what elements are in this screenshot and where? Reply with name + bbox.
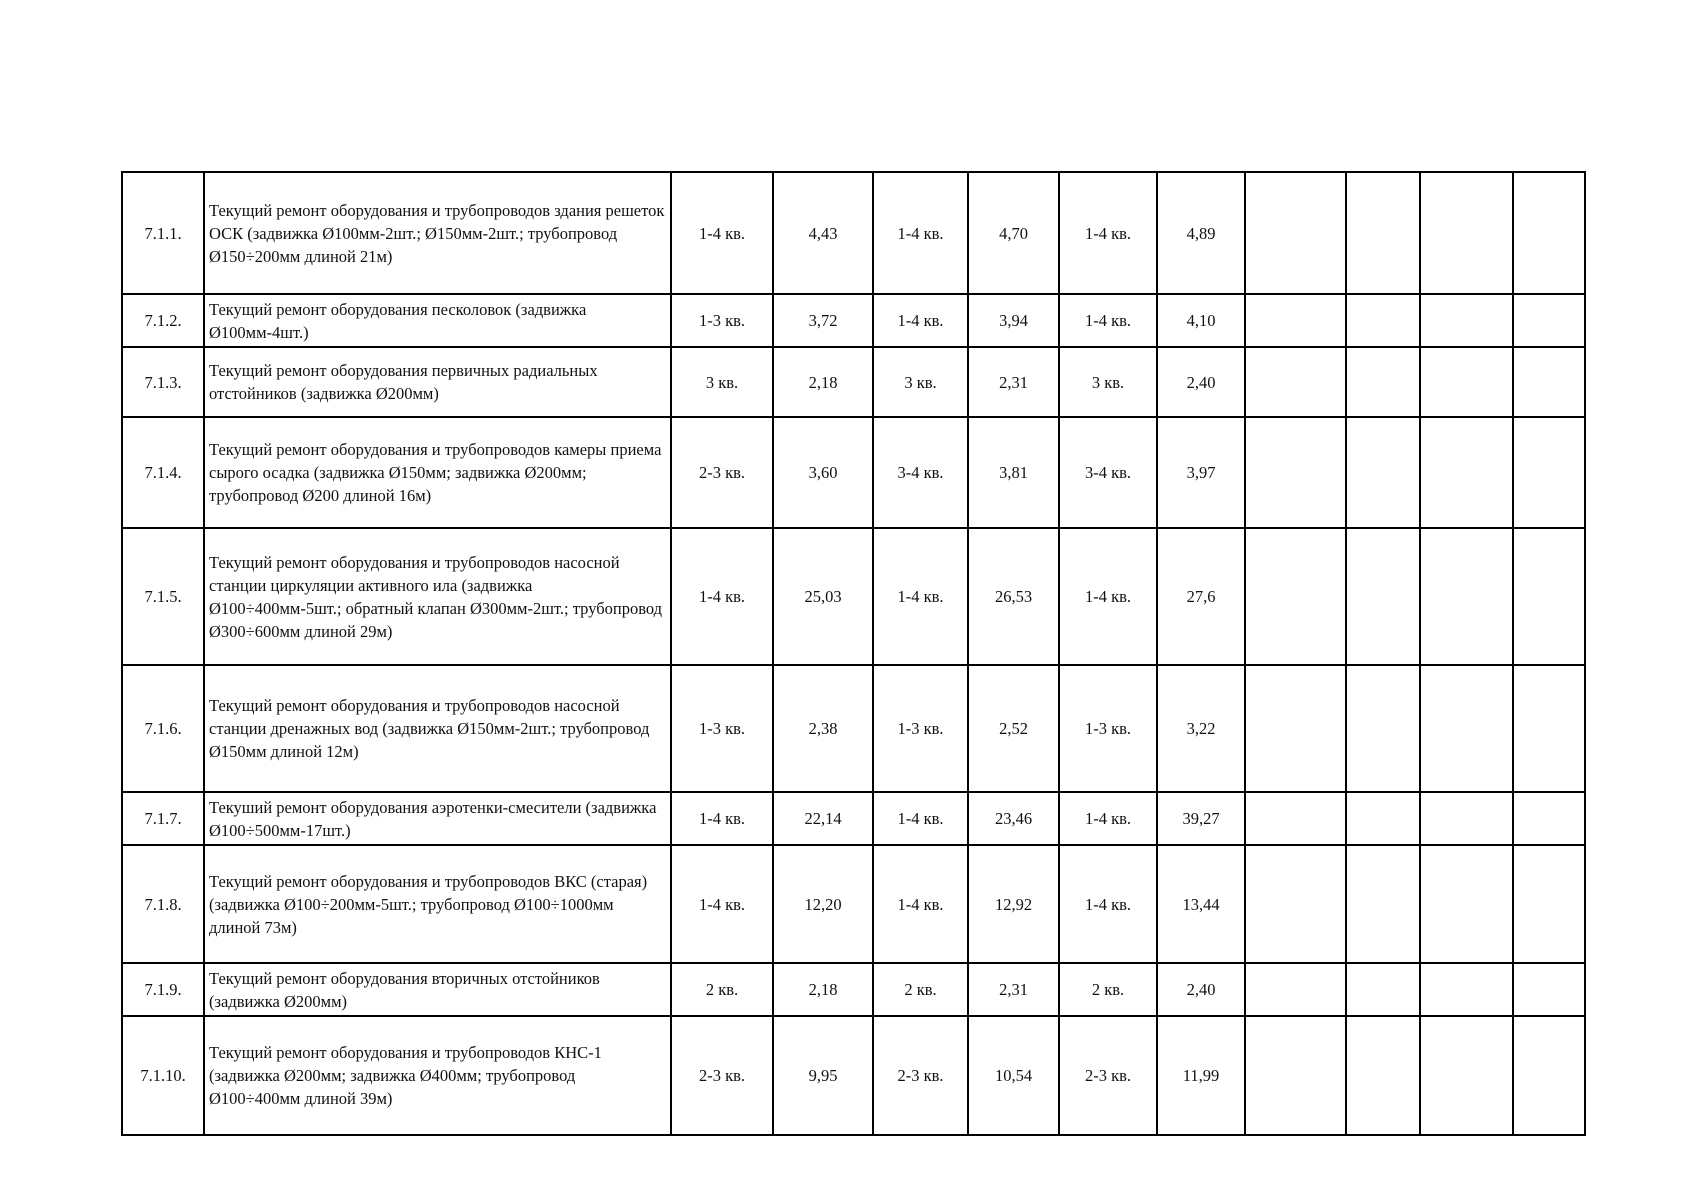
empty-cell [1245,172,1346,294]
value-1: 2,38 [773,665,873,792]
repair-table-body [122,172,1585,1135]
empty-cell [1420,347,1513,417]
row-number: 7.1.10. [122,1016,204,1135]
period-3: 2-3 кв. [1059,1016,1157,1135]
period-1: 1-4 кв. [671,845,773,963]
table-row [122,792,1585,845]
row-number: 7.1.4. [122,417,204,528]
work-description: Текущий ремонт оборудования и трубопроводов здания решеток ОСК (задвижка Ø100мм-2шт.; Ø150мм-2шт.; трубопровод Ø150÷200мм длиной 21м) [204,172,671,294]
empty-cell [1346,845,1420,963]
period-3: 1-4 кв. [1059,172,1157,294]
value-1: 4,43 [773,172,873,294]
empty-cell [1346,1016,1420,1135]
period-3: 1-3 кв. [1059,665,1157,792]
empty-cell [1513,1016,1585,1135]
value-1: 3,60 [773,417,873,528]
row-number: 7.1.1. [122,172,204,294]
value-1: 9,95 [773,1016,873,1135]
value-3: 13,44 [1157,845,1245,963]
value-1: 12,20 [773,845,873,963]
empty-cell [1513,845,1585,963]
empty-cell [1513,417,1585,528]
empty-cell [1245,347,1346,417]
empty-cell [1346,528,1420,665]
period-2: 2 кв. [873,963,968,1016]
value-3: 11,99 [1157,1016,1245,1135]
work-description: Текущий ремонт оборудования первичных радиальных отстойников (задвижка Ø200мм) [204,347,671,417]
period-1: 1-4 кв. [671,528,773,665]
period-2: 3-4 кв. [873,417,968,528]
empty-cell [1420,417,1513,528]
empty-cell [1245,1016,1346,1135]
table-row [122,347,1585,417]
period-1: 3 кв. [671,347,773,417]
value-3: 2,40 [1157,347,1245,417]
work-description: Текущий ремонт оборудования и трубопроводов камеры приема сырого осадка (задвижка Ø150мм; задвижка Ø200мм; трубопровод Ø200 длиной 16м) [204,417,671,528]
empty-cell [1513,963,1585,1016]
table-row [122,172,1585,294]
period-1: 1-4 кв. [671,172,773,294]
table-row [122,417,1585,528]
work-description: Текущий ремонт оборудования и трубопроводов насосной станции дренажных вод (задвижка Ø150мм-2шт.; трубопровод Ø150мм длиной 12м) [204,665,671,792]
value-2: 3,81 [968,417,1059,528]
period-3: 2 кв. [1059,963,1157,1016]
empty-cell [1245,417,1346,528]
period-2: 2-3 кв. [873,1016,968,1135]
empty-cell [1245,665,1346,792]
empty-cell [1420,1016,1513,1135]
value-1: 3,72 [773,294,873,347]
empty-cell [1346,792,1420,845]
empty-cell [1420,845,1513,963]
period-1: 1-4 кв. [671,792,773,845]
empty-cell [1346,417,1420,528]
row-number: 7.1.5. [122,528,204,665]
period-2: 1-4 кв. [873,172,968,294]
value-2: 4,70 [968,172,1059,294]
work-description: Текущий ремонт оборудования и трубопроводов насосной станции циркуляции активного ила (задвижка Ø100÷400мм-5шт.; обратный клапан Ø300мм-2шт.; трубопровод Ø300÷600мм длиной 29м) [204,528,671,665]
table-row [122,845,1585,963]
empty-cell [1346,963,1420,1016]
period-2: 1-4 кв. [873,792,968,845]
value-2: 2,52 [968,665,1059,792]
empty-cell [1513,347,1585,417]
period-1: 2-3 кв. [671,417,773,528]
empty-cell [1420,792,1513,845]
empty-cell [1513,294,1585,347]
row-number: 7.1.6. [122,665,204,792]
value-3: 27,6 [1157,528,1245,665]
empty-cell [1420,665,1513,792]
period-1: 1-3 кв. [671,294,773,347]
row-number: 7.1.7. [122,792,204,845]
table-row [122,528,1585,665]
value-3: 4,89 [1157,172,1245,294]
value-2: 12,92 [968,845,1059,963]
table-row [122,294,1585,347]
period-1: 2 кв. [671,963,773,1016]
work-description: Текущий ремонт оборудования и трубопроводов ВКС (старая) (задвижка Ø100÷200мм-5шт.; трубопровод Ø100÷1000мм длиной 73м) [204,845,671,963]
value-3: 2,40 [1157,963,1245,1016]
empty-cell [1245,792,1346,845]
value-3: 3,97 [1157,417,1245,528]
value-1: 25,03 [773,528,873,665]
empty-cell [1346,347,1420,417]
empty-cell [1245,963,1346,1016]
empty-cell [1420,963,1513,1016]
period-1: 2-3 кв. [671,1016,773,1135]
period-3: 1-4 кв. [1059,294,1157,347]
period-2: 1-4 кв. [873,528,968,665]
empty-cell [1513,528,1585,665]
period-1: 1-3 кв. [671,665,773,792]
row-number: 7.1.3. [122,347,204,417]
period-3: 1-4 кв. [1059,792,1157,845]
empty-cell [1420,528,1513,665]
value-2: 26,53 [968,528,1059,665]
row-number: 7.1.8. [122,845,204,963]
repair-table [121,171,1586,1136]
period-2: 1-4 кв. [873,294,968,347]
value-2: 2,31 [968,963,1059,1016]
empty-cell [1245,294,1346,347]
work-description: Текуший ремонт оборудования аэротенки-смесители (задвижка Ø100÷500мм-17шт.) [204,792,671,845]
value-2: 3,94 [968,294,1059,347]
value-2: 10,54 [968,1016,1059,1135]
value-3: 39,27 [1157,792,1245,845]
period-3: 1-4 кв. [1059,845,1157,963]
empty-cell [1346,665,1420,792]
value-1: 2,18 [773,963,873,1016]
empty-cell [1420,172,1513,294]
table-row [122,963,1585,1016]
period-2: 1-3 кв. [873,665,968,792]
empty-cell [1346,294,1420,347]
period-3: 3 кв. [1059,347,1157,417]
value-1: 2,18 [773,347,873,417]
value-1: 22,14 [773,792,873,845]
empty-cell [1513,792,1585,845]
row-number: 7.1.2. [122,294,204,347]
value-2: 2,31 [968,347,1059,417]
value-3: 3,22 [1157,665,1245,792]
empty-cell [1513,172,1585,294]
empty-cell [1245,528,1346,665]
table-row [122,1016,1585,1135]
empty-cell [1513,665,1585,792]
row-number: 7.1.9. [122,963,204,1016]
work-description: Текущий ремонт оборудования песколовок (задвижка Ø100мм-4шт.) [204,294,671,347]
empty-cell [1245,845,1346,963]
work-description: Текущий ремонт оборудования и трубопроводов КНС-1 (задвижка Ø200мм; задвижка Ø400мм; трубопровод Ø100÷400мм длиной 39м) [204,1016,671,1135]
empty-cell [1346,172,1420,294]
period-2: 1-4 кв. [873,845,968,963]
value-2: 23,46 [968,792,1059,845]
table-row [122,665,1585,792]
period-2: 3 кв. [873,347,968,417]
work-description: Текущий ремонт оборудования вторичных отстойников (задвижка Ø200мм) [204,963,671,1016]
value-3: 4,10 [1157,294,1245,347]
period-3: 3-4 кв. [1059,417,1157,528]
period-3: 1-4 кв. [1059,528,1157,665]
empty-cell [1420,294,1513,347]
